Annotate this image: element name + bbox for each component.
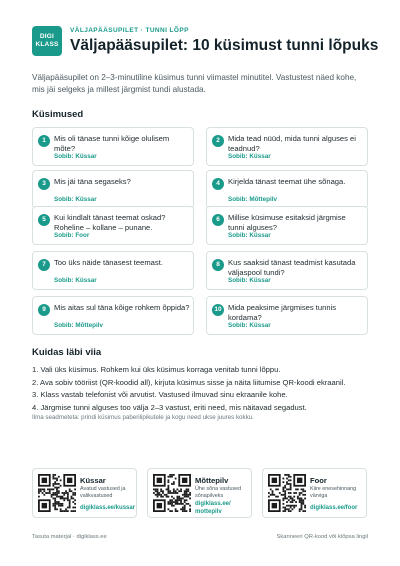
question-tool-fit: Sobib: Küssar [228, 232, 271, 239]
howto-steps [32, 364, 372, 414]
question-text: Kus saaksid tänast teadmist kasutada väljaspool tundi? [228, 258, 356, 277]
howto-step: 1. Vali üks küsimus. Rohkem kui üks küsimus korraga venitab tunni lõppu. [32, 365, 281, 374]
tool-description: Kiire enesehinnang värviga [310, 486, 357, 499]
tool-name: Küssar [80, 476, 106, 485]
question-tool-fit: Sobib: Küssar [228, 322, 271, 329]
question-tool-fit: Sobib: Küssar [228, 153, 271, 160]
tool-card-mottepilv[interactable] [147, 468, 252, 518]
question-number: 10 [212, 304, 224, 316]
tool-card-foor[interactable] [262, 468, 367, 518]
question-card-5 [32, 206, 194, 245]
howto-step: 4. Järgmise tunni alguses too välja 2–3 vastust, eriti need, mis näitavad segadust. [32, 402, 307, 412]
question-tool-fit: Sobib: Mõttepilv [54, 322, 103, 329]
question-card-3 [32, 170, 194, 209]
page-kicker: VÄLJAPÄÄSUPILET · TUNNI LÕPP [70, 27, 189, 34]
tool-name: Foor [310, 476, 327, 485]
tool-link[interactable]: digiklass.ee/foor [310, 505, 358, 511]
question-card-6 [206, 206, 368, 245]
question-tool-fit: Sobib: Foor [54, 232, 90, 239]
question-tool-fit: Sobib: Küssar [54, 153, 97, 160]
tool-description: Ühe sõna vastused sõnapilveks [195, 486, 242, 499]
tool-card-kussar[interactable] [32, 468, 137, 518]
question-text: Millise küsimuse esitaksid järgmise tunni alguses? [228, 213, 346, 232]
question-number: 6 [212, 214, 224, 226]
qr-code-icon[interactable] [38, 474, 76, 512]
question-text: Too üks näide tänasest teemast. [54, 258, 163, 267]
question-number: 4 [212, 178, 224, 190]
tool-description: Avatud vastused ja valikvastused [80, 486, 126, 499]
question-number: 5 [38, 214, 50, 226]
page-header [32, 26, 379, 60]
question-number: 3 [38, 178, 50, 190]
question-number: 8 [212, 259, 224, 271]
question-tool-fit: Sobib: Küssar [54, 196, 97, 203]
footer-right: Skanneeri QR-kood või klõpsa lingil [276, 534, 368, 540]
logo-line-1: DIGI [39, 33, 55, 40]
question-tool-fit: Sobib: Mõttepilv [228, 196, 277, 203]
question-number: 7 [38, 259, 50, 271]
question-text: Kirjelda tänast teemat ühe sõnaga. [228, 177, 346, 186]
question-card-8 [206, 251, 368, 290]
question-card-10 [206, 296, 368, 335]
footer-left: Tasuta materjal · digiklass.ee [32, 534, 107, 540]
question-card-4 [206, 170, 368, 209]
question-number: 2 [212, 135, 224, 147]
question-text: Mis aitas sul täna kõige rohkem õppida? [54, 303, 190, 312]
question-text: Mis jäi täna segaseks? [54, 177, 131, 186]
tool-link[interactable]: digiklass.ee/kussar [80, 505, 136, 511]
qr-code-icon[interactable] [153, 474, 191, 512]
question-card-9 [32, 296, 194, 335]
question-card-1 [32, 127, 194, 166]
question-text: Mida peaksime järgmises tunnis kordama? [228, 303, 337, 322]
tool-link[interactable]: digiklass.ee/ mottepilv [195, 501, 231, 515]
question-card-7 [32, 251, 194, 290]
digiklass-logo[interactable] [32, 26, 62, 56]
questions-heading: Küsimused [32, 109, 84, 120]
tool-name: Mõttepilv [195, 476, 229, 485]
question-number: 9 [38, 304, 50, 316]
offline-note: Ilma seadmeteta: prindi küsimus paberilipikutele ja kogu need ukse juures kokku. [32, 414, 254, 421]
question-tool-fit: Sobib: Küssar [228, 277, 271, 284]
howto-step: 3. Klass vastab telefonist või arvutist. Vastused ilmuvad sinu ekraanile kohe. [32, 390, 288, 399]
howto-heading: Kuidas läbi viia [32, 347, 102, 358]
qr-code-icon[interactable] [268, 474, 306, 512]
logo-line-2: KLASS [35, 41, 59, 48]
howto-step: 2. Ava sobiv tööriist (QR-koodid all), kirjuta küsimus sisse ja näita liitumise QR-koodi ekraanil. [32, 377, 346, 387]
question-text: Kui kindlalt tänast teemat oskad? Roheline – kollane – punane. [54, 213, 166, 232]
question-text: Mis oli tänase tunni kõige olulisem mõte? [54, 134, 170, 153]
question-number: 1 [38, 135, 50, 147]
page-title: Väljapääsupilet: 10 küsimust tunni lõpuks [70, 37, 379, 54]
intro-paragraph: Väljapääsupilet on 2–3-minutiline küsimus tunni viimastel minutitel. Vastustest näed kohe, mis jäi selgeks ja millest järgmist tundi alustada. [32, 73, 357, 94]
question-text: Mida tead nüüd, mida tunni alguses ei teadnud? [228, 134, 356, 153]
question-card-2 [206, 127, 368, 166]
question-tool-fit: Sobib: Küssar [54, 277, 97, 284]
